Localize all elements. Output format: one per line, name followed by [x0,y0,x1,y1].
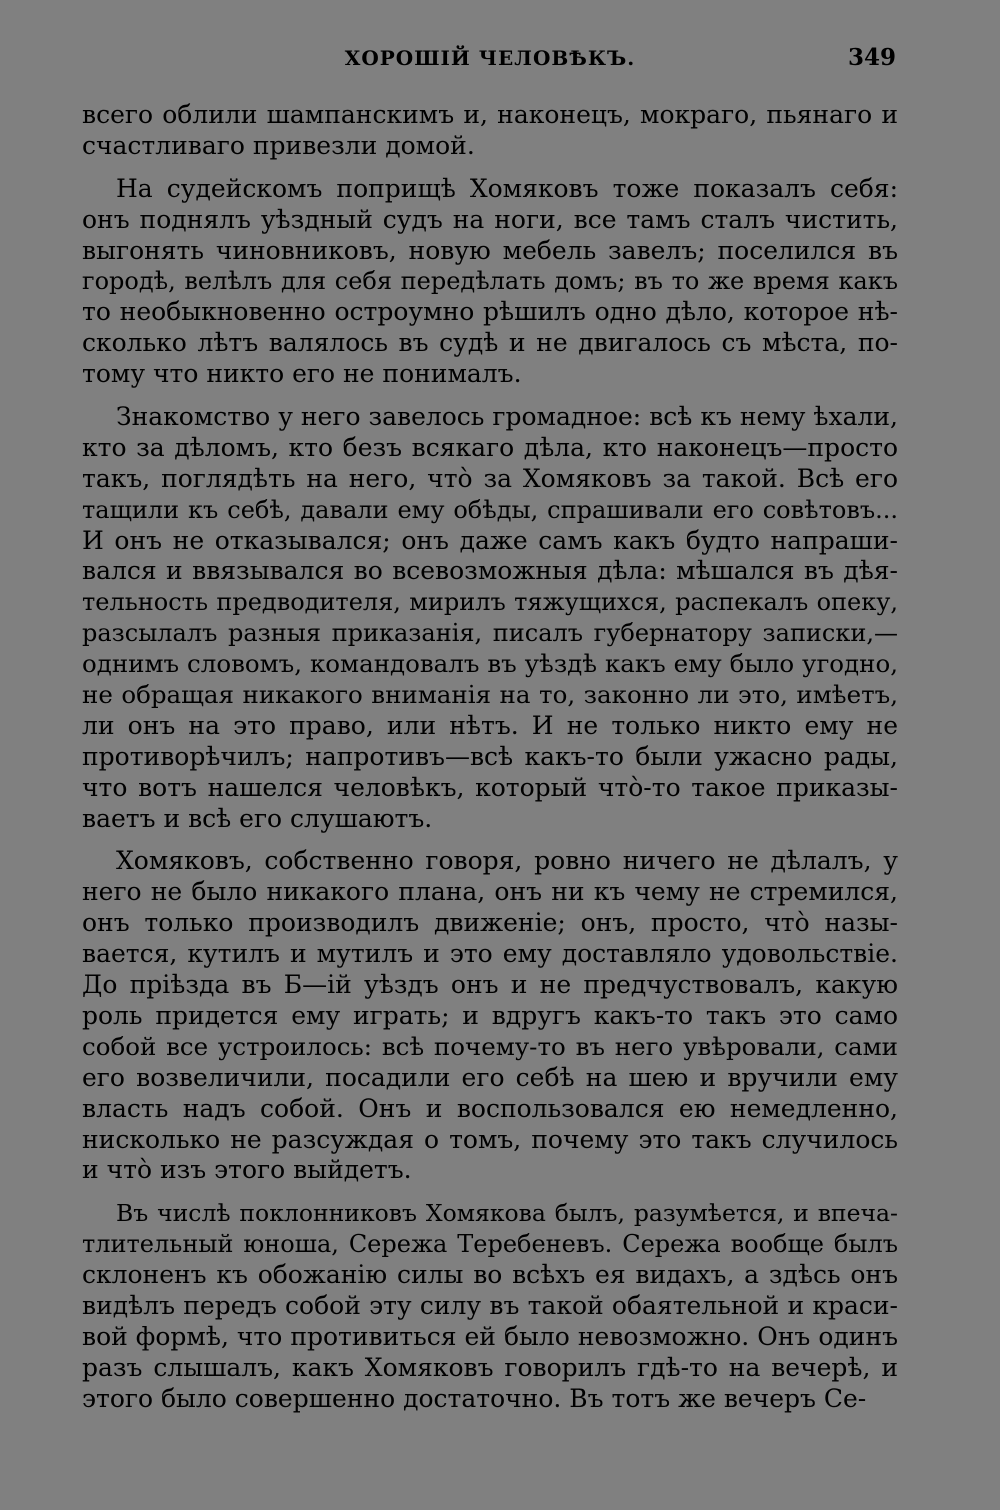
text-line: тащили къ себѣ, давали ему обѣды, спрашивали его совѣтовъ... [82,495,898,524]
text-line: нисколько не разсуждая о томъ, почему это такъ случилось [82,1124,898,1154]
text-line: собой все устроилось: всѣ почему-то въ него увѣровали, сами [82,1031,898,1061]
text-line: Хомяковъ, собственно говоря, ровно ничего не дѣлалъ, у [116,846,898,876]
text-line: вается, кутилъ и мутилъ и это ему доставляло удовольствіе. [82,939,898,969]
running-head [82,44,898,80]
text-line: не обращая никакого вниманія на то, законно ли это, имѣетъ, [82,680,898,710]
text-line: разъ слышалъ, какъ Хомяковъ говорилъ гдѣ-то на вечерѣ, и [82,1352,898,1382]
running-title: ХОРОШІЙ ЧЕЛОВѢКЪ. [344,46,636,70]
text-line: вой формѣ, что противиться ей было невозможно. Онъ одинъ [82,1321,898,1351]
text-line: и что̀ изъ этого выйдетъ. [82,1155,412,1185]
text-line: кто за дѣломъ, кто безъ всякаго дѣла, кто наконецъ—просто [82,432,898,462]
text-line: вался и ввязывался во всевозможныя дѣла: мѣшался въ дѣя- [82,556,898,586]
text-line: До пріѣзда въ Б—ій уѣздъ онъ и не предчуствовалъ, какую [82,970,898,1000]
paragraph [82,100,898,162]
text-line: ваетъ и всѣ его слушаютъ. [82,803,433,833]
text-line: сколько лѣтъ валялось въ судѣ и не двигалось съ мѣста, по- [82,328,898,358]
text-line: его возвеличили, посадили его себѣ на шею и вручили ему [82,1062,898,1092]
text-line: такъ, поглядѣть на него, что̀ за Хомяковъ за такой. Всѣ его [82,463,898,493]
text-line: ли онъ на это право, или нѣтъ. И не только никто ему не [82,710,898,740]
book-page [82,44,898,1427]
text-line: склоненъ къ обожанію силы во всѣхъ ея видахъ, а здѣсь онъ [82,1260,898,1290]
text-line: что вотъ нашелся человѣкъ, который что̀-то такое приказы- [82,772,898,802]
text-line: роль придется ему играть; и вдругъ какъ-то такъ это само [82,1000,898,1030]
text-line: однимъ словомъ, командовалъ въ уѣздѣ какъ ему было угодно, [82,649,898,679]
text-line: него не было никакого плана, онъ ни къ чему не стремился, [82,877,898,907]
page-number: 349 [847,44,896,71]
text-line: онъ только производилъ движеніе; онъ, просто, что̀ назы- [82,908,898,938]
text-line: власть надъ собой. Онъ и воспользовался ею немедленно, [82,1093,898,1123]
text-line: тому что никто его не понималъ. [82,359,522,389]
text-line: городѣ, велѣлъ для себя передѣлать домъ; въ то же время какъ [82,267,898,296]
text-line: И онъ не отказывался; онъ даже самъ какъ будто напраши- [82,525,898,555]
text-line: выгонять чиновниковъ, новую мебель завелъ; поселился въ [82,235,898,265]
text-line: видѣлъ передъ собой эту силу въ такой обаятельной и краси- [82,1290,898,1320]
text-line: этого было совершенно достаточно. Въ тотъ же вечеръ Се- [82,1383,867,1413]
text-line: разсылалъ разныя приказанія, писалъ губернатору записки,— [82,619,898,648]
text-line: Въ числѣ поклонниковъ Хомякова былъ, разумѣется, и впеча- [116,1199,898,1228]
body-text [82,100,898,1415]
text-line: всего облили шампанскимъ и, наконецъ, мокраго, пьянаго и [82,100,898,129]
text-line: счастливаго привезли домой. [82,130,475,160]
text-line: тельность предводителя, мирилъ тяжущихся, распекалъ опеку, [82,588,898,617]
text-line: то необыкновенно остроумно рѣшилъ одно дѣло, которое нѣ- [82,297,898,327]
paragraph [82,402,898,834]
paragraph [82,1198,898,1414]
text-line: противорѣчилъ; напротивъ—всѣ какъ-то были ужасно рады, [82,741,898,771]
text-line: Знакомство у него завелось громадное: всѣ къ нему ѣхали, [116,402,898,432]
text-line: На судейскомъ поприщѣ Хомяковъ тоже показалъ себя: [116,173,898,203]
paragraph [82,846,898,1186]
paragraph [82,174,898,390]
text-line: онъ поднялъ уѣздный судъ на ноги, все тамъ сталъ чистить, [82,204,898,234]
text-line: тлительный юноша, Сережа Теребеневъ. Сережа вообще былъ [82,1230,898,1259]
